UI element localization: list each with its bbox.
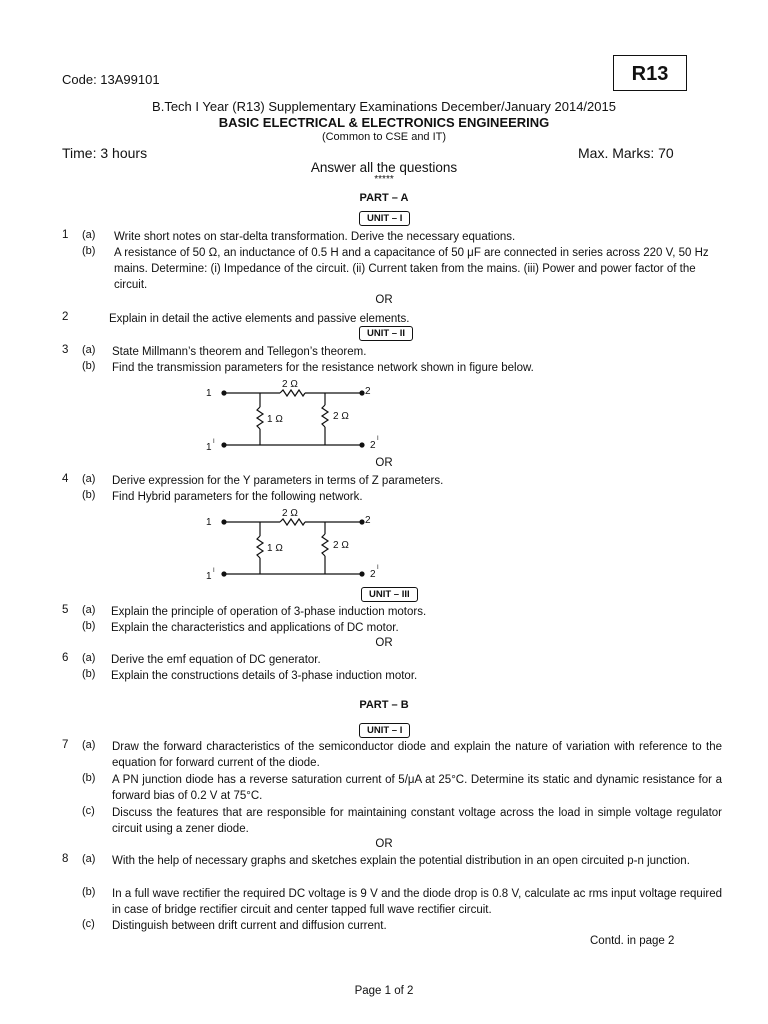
question-sub-label: (a) xyxy=(82,853,96,865)
port-label: 2 xyxy=(365,386,371,397)
question-text: A PN junction diode has a reverse saturation current of 5/μA at 25°C. Determine its static and dynamic resistance for a forward bias of 0.2 V at 75°C. xyxy=(112,774,722,802)
question-sub-label: (b) xyxy=(82,772,96,784)
resistor-label: 2 Ω xyxy=(333,540,349,551)
separator-stars: ***** xyxy=(374,174,394,185)
question-sub-label: (b) xyxy=(82,886,96,898)
resistor-label: 2 Ω xyxy=(282,508,298,519)
prime-mark: I xyxy=(377,565,379,571)
question-sub-label: (c) xyxy=(82,918,95,930)
port-label: 1 xyxy=(206,388,212,399)
unit-label: UNIT – I xyxy=(359,723,410,738)
question-sub-label: (b) xyxy=(82,360,96,372)
question-sub-label: (a) xyxy=(82,344,96,356)
question-number: 2 xyxy=(62,311,69,323)
page-number: Page 1 of 2 xyxy=(354,985,414,997)
prime-mark: I xyxy=(213,568,215,574)
question-number: 8 xyxy=(62,853,69,865)
question-sub-label: (c) xyxy=(82,805,95,817)
unit-label: UNIT – II xyxy=(359,326,413,341)
continued-note: Contd. in page 2 xyxy=(590,935,675,947)
unit-label: UNIT – I xyxy=(359,211,410,226)
question-text: A resistance of 50 Ω, an inductance of 0.5 H and a capacitance of 50 μF are connected in series across 220 V, 50 Hz mains. Determine: (i) Impedance of the circuit. (ii) Current taken from the mains. (iii) Power and power factor of the circuit. xyxy=(114,247,709,291)
question-text: Write short notes on star-delta transformation. Derive the necessary equations. xyxy=(114,231,516,243)
common-note: (Common to CSE and IT) xyxy=(321,131,447,143)
port-label: 1 xyxy=(206,442,212,453)
port-label: 2 xyxy=(370,569,376,580)
question-text: Explain the characteristics and applications of DC motor. xyxy=(111,622,399,634)
or-separator: OR xyxy=(375,838,393,850)
question-number: 1 xyxy=(62,229,69,241)
question-text: Find the transmission parameters for the resistance network shown in figure below. xyxy=(112,362,534,374)
question-sub-label: (b) xyxy=(82,620,96,632)
port-label: 2 xyxy=(365,515,371,526)
exam-time: Time: 3 hours xyxy=(62,145,148,161)
question-text: Explain the constructions details of 3-phase induction motor. xyxy=(111,670,418,682)
part-b-title: PART – B xyxy=(359,699,409,711)
instruction: Answer all the questions xyxy=(310,160,458,175)
question-number: 3 xyxy=(62,344,69,356)
question-text: Explain in detail the active elements and passive elements. xyxy=(109,313,410,325)
question-text: Derive the emf equation of DC generator. xyxy=(111,654,321,666)
question-sub-label: (a) xyxy=(82,473,96,485)
or-separator: OR xyxy=(375,294,393,306)
port-label: 1 xyxy=(206,517,212,528)
port-label: 2 xyxy=(370,440,376,451)
question-text: Derive expression for the Y parameters in terms of Z parameters. xyxy=(112,475,444,487)
question-sub-label: (a) xyxy=(82,229,96,241)
prime-mark: I xyxy=(377,436,379,442)
part-a-title: PART – A xyxy=(359,192,409,204)
question-text: Find Hybrid parameters for the following network. xyxy=(112,491,363,503)
question-text: State Millmann’s theorem and Tellegon’s theorem. xyxy=(112,346,367,358)
question-text: Explain the principle of operation of 3-phase induction motors. xyxy=(111,606,427,618)
unit-label: UNIT – III xyxy=(361,587,418,602)
resistor-label: 2 Ω xyxy=(282,379,298,390)
resistor-label: 1 Ω xyxy=(267,414,283,425)
question-text: Discuss the features that are responsible for maintaining constant voltage across the load in simple voltage regulator circuit using a zener diode. xyxy=(112,807,722,835)
exam-code: Code: 13A99101 xyxy=(62,72,160,87)
question-text: Draw the forward characteristics of the semiconductor diode and explain the nature of variation with reference to the equation for forward current of the diode. xyxy=(112,741,722,769)
max-marks: Max. Marks: 70 xyxy=(578,145,674,161)
exam-title: B.Tech I Year (R13) Supplementary Examinations December/January 2014/2015 xyxy=(152,99,616,114)
or-separator: OR xyxy=(375,457,393,469)
port-label: 1 xyxy=(206,571,212,582)
question-sub-label: (a) xyxy=(82,739,96,751)
resistor-label: 2 Ω xyxy=(333,411,349,422)
question-number: 5 xyxy=(62,604,69,616)
question-text: Distinguish between drift current and diffusion current. xyxy=(112,920,387,932)
question-text: With the help of necessary graphs and sketches explain the potential distribution in an open circuited p-n junction. xyxy=(112,855,690,867)
question-number: 7 xyxy=(62,739,69,751)
prime-mark: I xyxy=(213,439,215,445)
question-sub-label: (b) xyxy=(82,245,96,257)
question-number: 6 xyxy=(62,652,69,664)
question-number: 4 xyxy=(62,473,69,485)
question-sub-label: (a) xyxy=(82,652,96,664)
question-text: In a full wave rectifier the required DC voltage is 9 V and the diode drop is 0.8 V, calculate ac rms input voltage required in case of bridge rectifier circuit and center tapped full wave rectifier circuit. xyxy=(112,888,722,916)
or-separator: OR xyxy=(375,637,393,649)
subject-title: BASIC ELECTRICAL & ELECTRONICS ENGINEERING xyxy=(218,115,550,130)
question-sub-label: (a) xyxy=(82,604,96,616)
resistor-network-diagram xyxy=(200,375,390,455)
question-sub-label: (b) xyxy=(82,489,96,501)
hybrid-network-diagram xyxy=(200,504,390,584)
question-sub-label: (b) xyxy=(82,668,96,680)
regulation-badge: R13 xyxy=(613,55,687,91)
resistor-label: 1 Ω xyxy=(267,543,283,554)
